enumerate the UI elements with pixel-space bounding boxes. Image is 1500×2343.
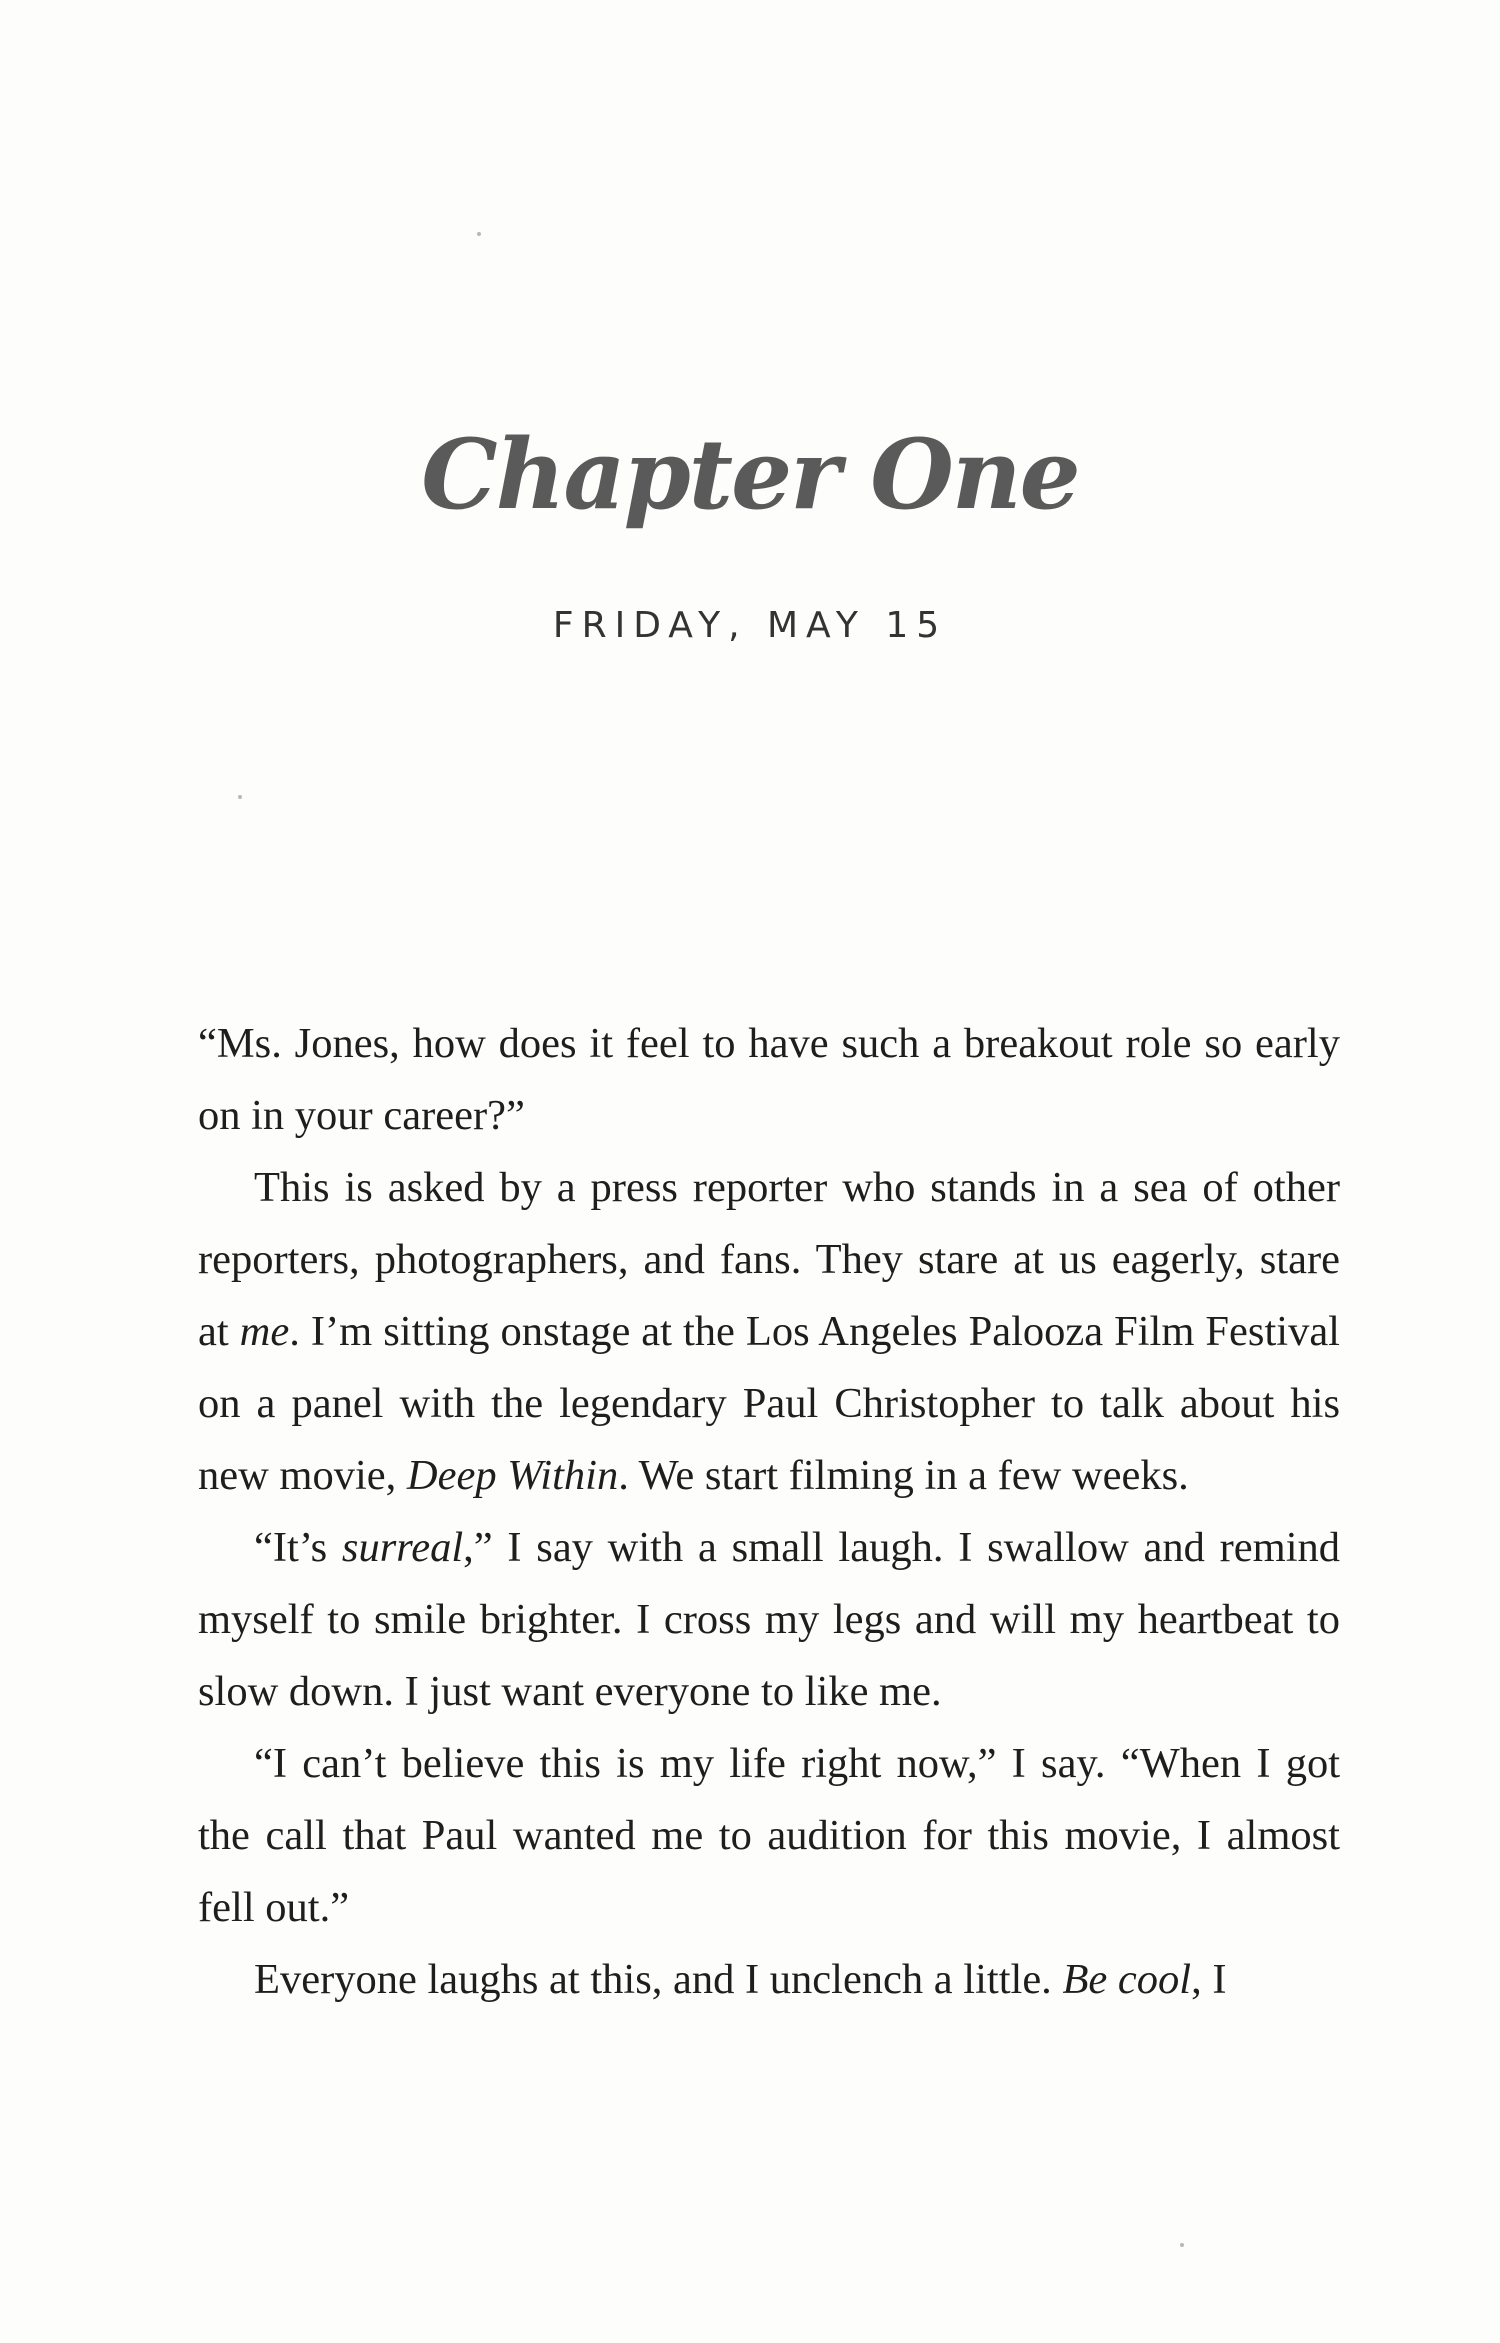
italic-text: me — [239, 1308, 290, 1355]
italic-text: surreal — [341, 1524, 464, 1571]
paper-speck — [1180, 2243, 1184, 2247]
body-text — [198, 1008, 1340, 2016]
text-run: “I can’t believe this is my life right now,” I say. “When I got the call that Paul wanted me to audition for this movie, I almost fell out.” — [198, 1740, 1340, 1931]
paragraph — [198, 1944, 1340, 2016]
paper-speck — [238, 795, 242, 799]
text-run: ,” I say with a small laugh. I swallow and remind myself to smile brighter. I cross my legs and will my heartbeat to slow down. I just want everyone to like me. — [198, 1524, 1341, 1715]
paper-speck — [477, 232, 481, 236]
text-run: . We start filming in a few weeks. — [618, 1452, 1189, 1499]
paragraph — [198, 1728, 1340, 1944]
text-run: Everyone laughs at this, and I unclench a little. — [254, 1956, 1063, 2003]
text-run: “It’s — [254, 1524, 342, 1571]
italic-text: Be cool — [1062, 1956, 1192, 2003]
text-run: , I — [1191, 1956, 1227, 2003]
paragraph — [198, 1008, 1340, 1152]
text-run: This is asked by a press reporter who stands in a sea of other reporters, photographers, and fans. They stare at us eagerly, stare at — [198, 1164, 1340, 1355]
chapter-title: Chapter One — [421, 418, 1079, 531]
text-run: “Ms. Jones, how does it feel to have such a breakout role so early on in your career?” — [198, 1020, 1340, 1139]
paragraph — [198, 1512, 1340, 1728]
text-run: . I’m sitting onstage at the Los Angeles Palooza Film Festival on a panel with the legendary Paul Christopher to talk about his new movie, — [198, 1308, 1340, 1499]
paragraph — [198, 1152, 1340, 1512]
italic-text: Deep Within — [406, 1452, 619, 1499]
chapter-date: FRIDAY, MAY 15 — [552, 605, 948, 646]
